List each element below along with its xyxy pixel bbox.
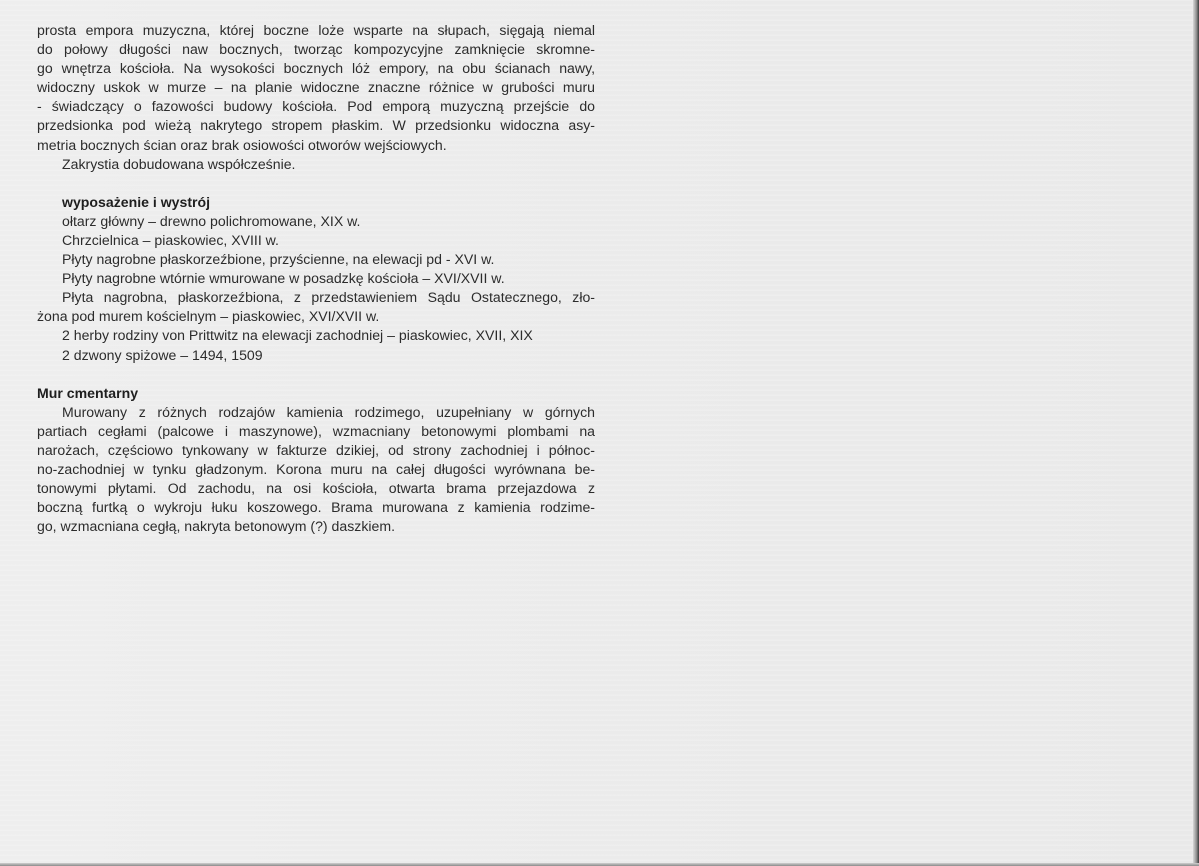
text-line: go wnętrza kościoła. Na wysokości bocznych lóż empory, na obu ścianach nawy, xyxy=(37,60,595,77)
text-line: narożach, częściowo tynkowany w fakturze dzikiej, od strony zachodniej i północ- xyxy=(37,441,595,458)
church-interior-paragraph xyxy=(37,21,595,174)
text-line: partiach cegłami (palcowe i maszynowe), wzmacniany betonowymi plombami na xyxy=(37,422,595,439)
paragraph-gap xyxy=(37,365,595,384)
text-line: do połowy długości naw bocznych, tworząc kompozycyjne zamknięcie skromne- xyxy=(37,41,595,58)
document-text-column xyxy=(37,21,595,536)
text-line: - świadczący o fazowości budowy kościoła. Pod emporą muzyczną przejście do xyxy=(37,98,595,115)
text-line: tonowymi płytami. Od zachodu, na osi kościoła, otwarta brama przejazdowa z xyxy=(37,480,595,497)
text-line: Murowany z różnych rodzajów kamienia rodzimego, uzupełniany w górnych xyxy=(62,403,595,420)
furnishings-heading: wyposażenie i wystrój xyxy=(62,193,211,210)
furnishings-section xyxy=(37,193,595,365)
cemetery-wall-section xyxy=(37,384,595,537)
furnishing-item: 2 dzwony spiżowe – 1494, 1509 xyxy=(62,346,263,363)
text-line: go, wzmacniana cegłą, nakryta betonowym (?) daszkiem. xyxy=(37,518,395,535)
cemetery-wall-heading: Mur cmentarny xyxy=(37,384,139,401)
furnishing-item-continuation: żona pod murem kościelnym – piaskowiec, XVI/XVII w. xyxy=(37,308,380,325)
text-line: prosta empora muzyczna, której boczne loże wsparte na słupach, sięgają niemal xyxy=(37,22,595,38)
furnishing-item: Chrzcielnica – piaskowiec, XVIII w. xyxy=(62,231,279,248)
furnishing-item: Płyty nagrobne płaskorzeźbione, przyścienne, na elewacji pd - XVI w. xyxy=(62,251,495,268)
page-edge-shadow-right xyxy=(1193,0,1199,866)
furnishing-item: Płyta nagrobna, płaskorzeźbiona, z przedstawieniem Sądu Ostatecznego, zło- xyxy=(62,289,595,306)
furnishing-item: Płyty nagrobne wtórnie wmurowane w posadzkę kościoła – XVI/XVII w. xyxy=(62,270,505,287)
text-line: widoczny uskok w murze – na planie widoczne znaczne różnice w grubości muru xyxy=(37,79,595,96)
text-line: przedsionka pod wieżą nakrytego stropem płaskim. W przedsionku widoczna asy- xyxy=(37,117,595,134)
sacristy-note: Zakrystia dobudowana współcześnie. xyxy=(62,155,296,172)
furnishing-item: 2 herby rodziny von Prittwitz na elewacji zachodniej – piaskowiec, XVII, XIX xyxy=(62,327,533,344)
text-line: boczną furtką o wykroju łuku koszowego. Brama murowana z kamienia rodzime- xyxy=(37,499,595,516)
furnishing-item: ołtarz główny – drewno polichromowane, XIX w. xyxy=(62,212,361,229)
text-line: metria bocznych ścian oraz brak osiowości otworów wejściowych. xyxy=(37,136,447,153)
text-line: no-zachodniej w tynku gładzonym. Korona muru na całej długości wyrównana be- xyxy=(37,460,595,477)
paragraph-gap xyxy=(37,174,595,193)
